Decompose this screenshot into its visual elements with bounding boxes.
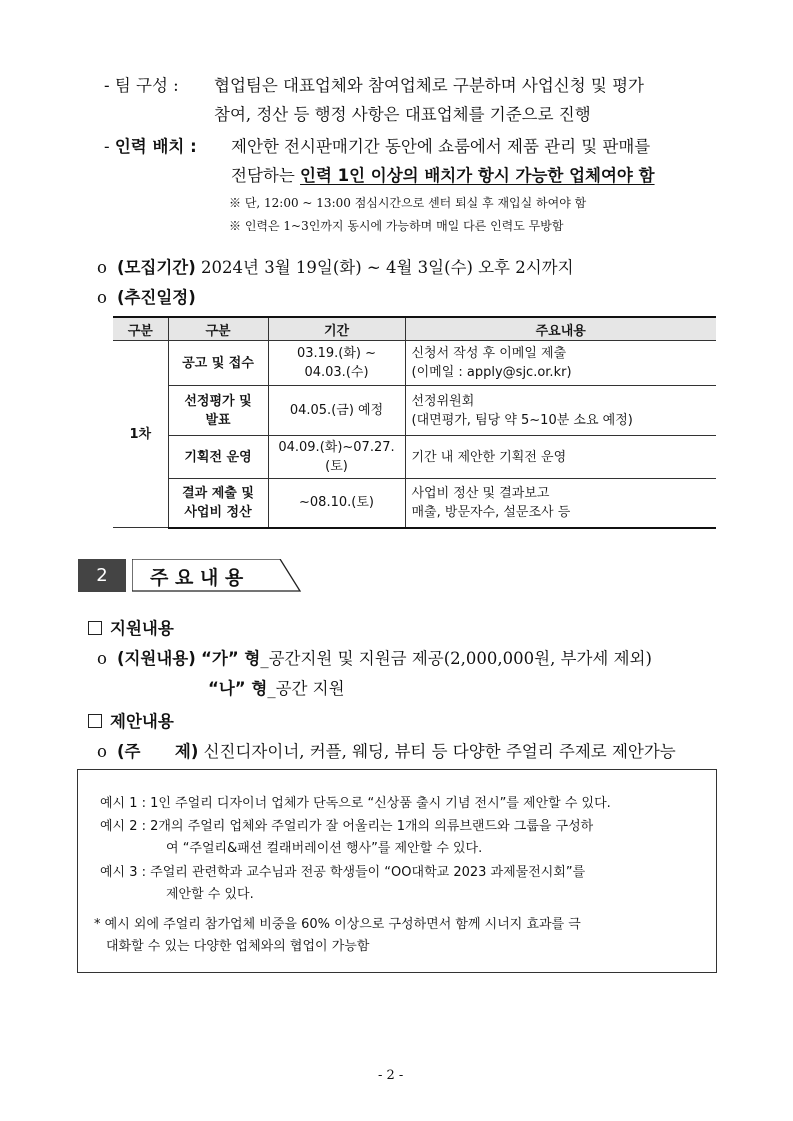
team-line1: 협업팀은 대표업체와 참여업체로 구분하며 사업신청 및 평가 (214, 76, 644, 95)
proposal-heading (88, 708, 174, 732)
proposal-bullet: o (97, 742, 107, 761)
stage-line: 결과 제출 및 (182, 485, 254, 501)
recruit-label: (모집기간) (116, 258, 196, 277)
staff-line2 (231, 162, 655, 186)
table-row (113, 479, 716, 528)
checkbox-icon (88, 714, 102, 728)
staff-line1: 제안한 전시판매기간 동안에 쇼룸에서 제품 관리 및 판매를 (231, 137, 651, 156)
team-label: - 팀 구성 : (104, 76, 179, 95)
table-row (113, 386, 716, 436)
recruit-text: 2024년 3월 19일(화) ~ 4월 3일(수) 오후 2시까지 (195, 258, 574, 277)
proposal-theme (97, 738, 676, 762)
support-heading (88, 615, 174, 639)
examples-box (77, 769, 717, 973)
period-cell: ~08.10.(토) (268, 479, 405, 528)
support-type-a-text: _공간지원 및 지원금 제공(2,000,000원, 부가세 제외) (260, 649, 652, 668)
example-2-line1: 예시 2 : 2개의 주얼리 업체와 주얼리가 잘 어울리는 1개의 의류브랜드와 그룹을 구성하 (100, 819, 594, 834)
schedule-header-row (113, 317, 716, 341)
schedule-bullet: o (97, 288, 107, 307)
content-line: (대면평가, 팀당 약 5~10분 소요 예정) (411, 412, 633, 428)
stage-line: 발표 (205, 412, 231, 428)
example-note-line1: * 예시 외에 주얼리 참가업체 비중을 60% 이상으로 구성하면서 함께 시너지 효과를 극 (94, 917, 581, 932)
header-stage: 구분 (168, 317, 268, 341)
content-line: 신청서 작성 후 이메일 제출 (411, 346, 567, 361)
content-cell (405, 341, 716, 386)
period-cell: 04.05.(금) 예정 (268, 386, 405, 436)
staff-label: 인력 배치 : (114, 137, 197, 156)
staff-line2-emphasis: 인력 1인 이상의 배치가 항시 가능한 업체여야 함 (300, 166, 655, 185)
checkbox-icon (88, 621, 102, 635)
support-type-a-label: “가” 형 (201, 649, 261, 668)
stage-cell: 공고 및 접수 (168, 341, 268, 386)
support-type-b-label: “나” 형 (208, 679, 268, 698)
schedule-table (113, 316, 716, 529)
team-line2: 참여, 정산 등 행정 사항은 대표업체를 기준으로 진행 (214, 105, 591, 124)
example-3-line2: 제안할 수 있다. (166, 887, 254, 902)
table-row (113, 341, 716, 386)
header-period: 기간 (268, 317, 405, 341)
header-content: 주요내용 (405, 317, 716, 341)
schedule-label: (추진일정) (116, 288, 196, 307)
content-line: 매출, 방문자수, 설문조사 등 (411, 504, 571, 520)
support-type-b-text: _공간 지원 (267, 679, 345, 698)
period-cell: 03.19.(화) ~ 04.03.(수) (268, 341, 405, 386)
support-type-a (97, 645, 652, 669)
content-cell (405, 386, 716, 436)
example-note-line2: 대화할 수 있는 다양한 업체와의 협업이 가능함 (106, 939, 370, 954)
support-heading-label: 지원내용 (110, 619, 174, 638)
recruit-bullet: o (97, 258, 107, 277)
recruit-period (97, 254, 574, 278)
staff-note-2: ※ 인력은 1~3인까지 동시에 가능하며 매일 다른 인력도 무방함 (229, 219, 564, 233)
support-bullet: o (97, 649, 107, 668)
staff-dash: - (104, 137, 115, 156)
content-cell: 기간 내 제안한 기획전 운영 (405, 436, 716, 479)
period-cell: 04.09.(화)~07.27.(토) (268, 436, 405, 479)
example-3-line1: 예시 3 : 주얼리 관련학과 교수님과 전공 학생들이 “OO대학교 2023 과제물전시회”를 (100, 865, 586, 880)
stage-cell: 기획전 운영 (168, 436, 268, 479)
example-1: 예시 1 : 1인 주얼리 디자이너 업체가 단독으로 “신상품 출시 기념 전시”를 제안할 수 있다. (100, 796, 611, 811)
schedule-heading (97, 284, 196, 308)
section-title: 주 요 내 용 (150, 567, 244, 589)
proposal-text: 신진디자이너, 커플, 웨딩, 뷰티 등 다양한 주얼리 주제로 제안가능 (198, 742, 676, 761)
staff-line2-pre: 전담하는 (231, 166, 301, 185)
content-line: (이메일 : apply@sjc.or.kr) (411, 365, 572, 380)
proposal-label: (주 제) (116, 742, 199, 761)
round-cell: 1차 (113, 341, 168, 528)
stage-cell (168, 479, 268, 528)
stage-line: 사업비 정산 (184, 504, 252, 520)
content-cell (405, 479, 716, 528)
page-number: - 2 - (378, 1068, 404, 1083)
stage-line: 선정평가 및 (184, 393, 252, 409)
proposal-heading-label: 제안내용 (110, 712, 174, 731)
staff-item (104, 133, 197, 157)
example-2-line2: 여 “주얼리&패션 컬래버레이션 행사”를 제안할 수 있다. (166, 841, 483, 856)
support-label: (지원내용) (116, 649, 196, 668)
content-line: 선정위원회 (411, 393, 475, 409)
stage-cell (168, 386, 268, 436)
section-number: 2 (78, 559, 126, 592)
header-category: 구분 (113, 317, 168, 341)
staff-note-1: ※ 단, 12:00 ~ 13:00 점심시간으로 센터 퇴실 후 재입실 하여야 함 (229, 196, 587, 210)
table-row (113, 436, 716, 479)
content-line: 사업비 정산 및 결과보고 (411, 485, 550, 501)
support-type-b (208, 675, 345, 699)
